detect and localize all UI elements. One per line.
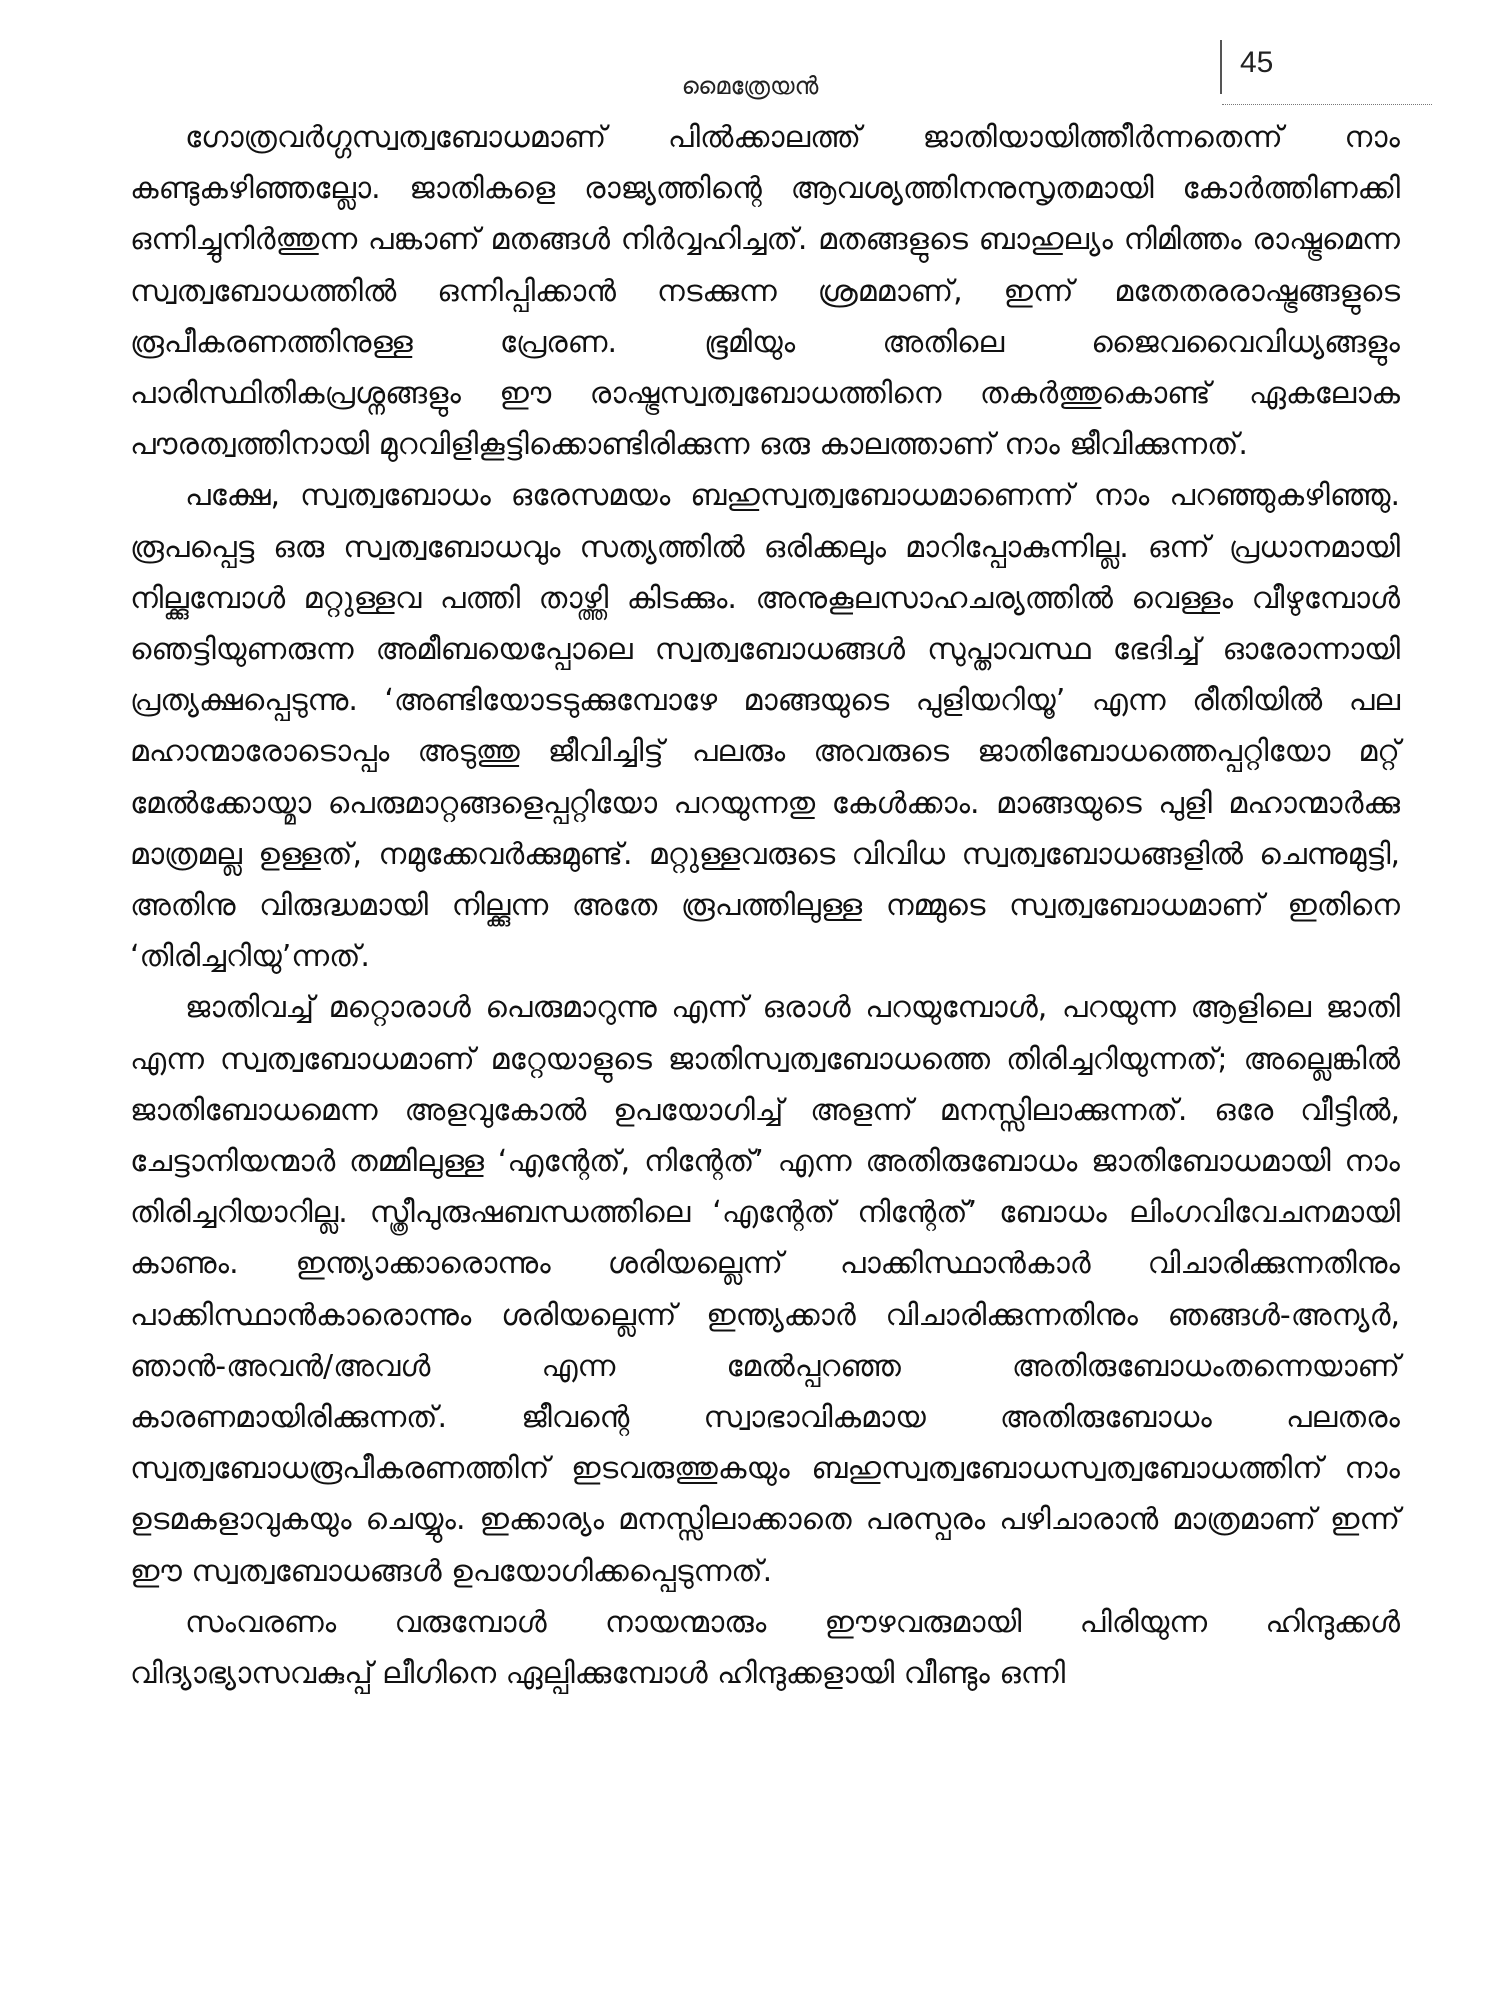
page-number-dotted-rule: [1222, 104, 1432, 105]
paragraph: പക്ഷേ, സ്വത്വബോധം ഒരേസമയം ബഹുസ്വത്വബോധമാണെന്ന് നാം പറഞ്ഞുകഴിഞ്ഞു. രൂപപ്പെട്ട ഒരു സ്വത്വബോധവും സത്യത്തിൽ ഒരിക്കലും മാറിപ്പോകുന്നില്ല. ഒന്ന് പ്രധാനമായി നില്ക്കുമ്പോൾ മറ്റുള്ളവ പത്തി താഴ്ത്തി കിടക്കും. അനുകൂലസാഹചര്യത്തിൽ വെള്ളം വീഴുമ്പോൾ ഞെട്ടിയുണരുന്ന അമീബയെപ്പോലെ സ്വത്വബോധങ്ങൾ സുപ്താവസ്ഥ ഭേദിച്ച് ഓരോന്നായി പ്രത്യക്ഷപ്പെടുന്നു. ‘അണ്ടിയോടടുക്കുമ്പോഴേ മാങ്ങയുടെ പുളിയറിയൂ’ എന്ന രീതിയിൽ പല മഹാന്മാരോടൊപ്പം അടുത്തു ജീവിച്ചിട്ട് പലരും അവരുടെ ജാതിബോധത്തെപ്പറ്റിയോ മറ്റ് മേൽക്കോയ്മാ പെരുമാറ്റങ്ങളെപ്പറ്റിയോ പറയുന്നതു കേൾക്കാം. മാങ്ങയുടെ പുളി മഹാന്മാർക്കു മാത്രമല്ല ഉള്ളത്, നമുക്കേവർക്കുമുണ്ട്. മറ്റുള്ളവരുടെ വിവിധ സ്വത്വബോധങ്ങളിൽ ചെന്നുമുട്ടി, അതിനു വിരുദ്ധമായി നില്ക്കുന്ന അതേ രൂപത്തിലുള്ള നമ്മുടെ സ്വത്വബോധമാണ് ഇതിനെ ‘തിരിച്ചറിയു’ന്നത്.: [130, 478, 1400, 975]
page-header: [0, 0, 1500, 120]
paragraph: ഗോത്രവർഗ്ഗസ്വത്വബോധമാണ് പിൽക്കാലത്ത് ജാതിയായിത്തീർന്നതെന്ന് നാം കണ്ടുകഴിഞ്ഞല്ലോ. ജാതികളെ രാജ്യത്തിന്റെ ആവശ്യത്തിനനുസൃതമായി കോർത്തിണക്കി ഒന്നിച്ചുനിർത്തുന്ന പങ്കാണ് മതങ്ങൾ നിർവ്വഹിച്ചത്. മതങ്ങളുടെ ബാഹുല്യം നിമിത്തം രാഷ്ട്രമെന്ന സ്വത്വബോധത്തിൽ ഒന്നിപ്പിക്കാൻ നടക്കുന്ന ശ്രമമാണ്, ഇന്ന് മതേതരരാഷ്ട്രങ്ങളുടെ രൂപീകരണത്തിനുള്ള പ്രേരണ. ഭൂമിയും അതിലെ ജൈവവൈവിധ്യങ്ങളും പാരിസ്ഥിതികപ്രശ്നങ്ങളും ഈ രാഷ്ട്രസ്വത്വബോധത്തിനെ തകർത്തുകൊണ്ട് ഏകലോക പൗരത്വത്തിനായി മുറവിളികൂട്ടിക്കൊണ്ടിരിക്കുന്ന ഒരു കാലത്താണ് നാം ജീവിക്കുന്നത്.: [130, 120, 1400, 463]
page-number: 45: [1240, 46, 1274, 79]
body-text: [130, 112, 1400, 1699]
running-title: മൈത്രേയൻ: [681, 72, 819, 100]
paragraph: സംവരണം വരുമ്പോൾ നായന്മാരും ഈഴവരുമായി പിരിയുന്ന ഹിന്ദുക്കൾ വിദ്യാഭ്യാസവകുപ്പ് ലീഗിനെ ഏല്പിക്കുമ്പോൾ ഹിന്ദുക്കളായി വീണ്ടും ഒന്നി: [130, 1604, 1400, 1692]
page-number-rule: [1220, 40, 1222, 94]
paragraph: ജാതിവച്ച് മറ്റൊരാൾ പെരുമാറുന്നു എന്ന് ഒരാൾ പറയുമ്പോൾ, പറയുന്ന ആളിലെ ജാതി എന്ന സ്വത്വബോധമാണ് മറ്റേയാളുടെ ജാതിസ്വത്വബോധത്തെ തിരിച്ചറിയുന്നത്; അല്ലെങ്കിൽ ജാതിബോധമെന്ന അളവുകോൽ ഉപയോഗിച്ച് അളന്ന് മനസ്സിലാക്കുന്നത്. ഒരേ വീട്ടിൽ, ചേട്ടാനിയന്മാർ തമ്മിലുള്ള ‘എന്റേത്, നിന്റേത്’ എന്ന അതിരുബോധം ജാതിബോധമായി നാം തിരിച്ചറിയാറില്ല. സ്ത്രീപുരുഷബന്ധത്തിലെ ‘എന്റേത് നിന്റേത്’ ബോധം ലിംഗവിവേചനമായി കാണും. ഇന്ത്യാക്കാരൊന്നും ശരിയല്ലെന്ന് പാക്കിസ്ഥാൻകാർ വിചാരിക്കുന്നതിനും പാക്കിസ്ഥാൻകാരൊന്നും ശരിയല്ലെന്ന് ഇന്ത്യക്കാർ വിചാരിക്കുന്നതിനും ഞങ്ങൾ-അന്യർ, ഞാൻ-അവൻ/അവൾ എന്ന മേൽപ്പറഞ്ഞ അതിരുബോധംതന്നെയാണ് കാരണമായിരിക്കുന്നത്. ജീവന്റെ സ്വാഭാവികമായ അതിരുബോധം പലതരം സ്വത്വബോധരൂപീകരണത്തിന് ഇടവരുത്തുകയും ബഹുസ്വത്വബോധസ്വത്വബോധത്തിന് നാം ഉടമകളാവുകയും ചെയ്യും. ഇക്കാര്യം മനസ്സിലാക്കാതെ പരസ്പരം പഴിചാരാൻ മാത്രമാണ് ഇന്ന് ഈ സ്വത്വബോധങ്ങൾ ഉപയോഗിക്കപ്പെടുന്നത്.: [130, 990, 1400, 1589]
